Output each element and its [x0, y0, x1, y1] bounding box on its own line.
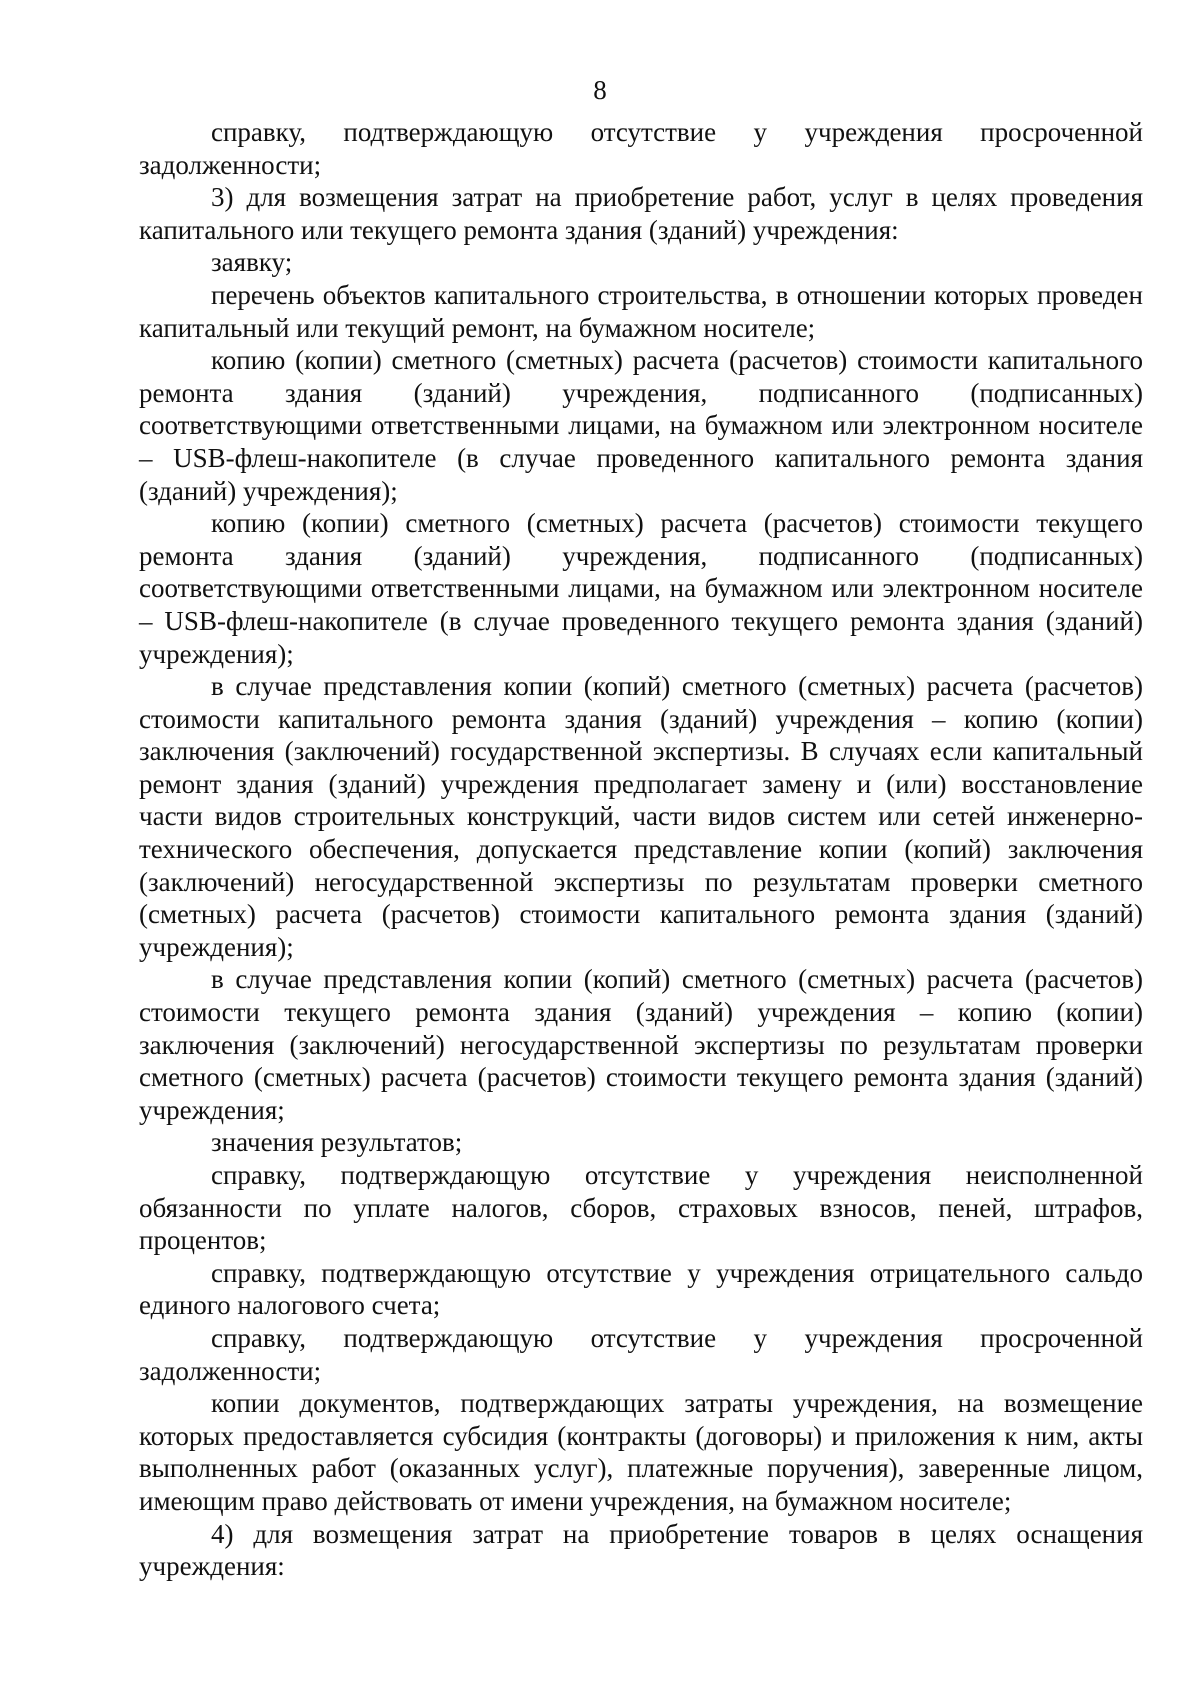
- paragraph: в случае представления копии (копий) сметного (сметных) расчета (расчетов) стоимости капитального ремонта здания (зданий) учреждения – копию (копии) заключения (заключений) государственной экспертизы. В случаях если капитальный ремонт здания (зданий) учреждения предполагает замену и (или) восстановление части видов строительных конструкций, части видов систем или сетей инженерно-технического обеспечения, допускается представление копии (копий) заключения (заключений) негосударственной экспертизы по результатам проверки сметного (сметных) расчета (расчетов) стоимости капитального ремонта здания (зданий) учреждения);: [139, 671, 1143, 962]
- paragraph: копию (копии) сметного (сметных) расчета (расчетов) стоимости капитального ремонта здания (зданий) учреждения, подписанного (подписанных) соответствующими ответственными лицами, на бумажном или электронном носителе – USB-флеш-накопителе (в случае проведенного капитального ремонта здания (зданий) учреждения);: [139, 345, 1143, 506]
- paragraph: заявку;: [211, 247, 293, 278]
- paragraph: значения результатов;: [211, 1127, 463, 1158]
- paragraph: перечень объектов капитального строительства, в отношении которых проведен капитальный или текущий ремонт, на бумажном носителе;: [139, 279, 1143, 343]
- document-body: [139, 116, 1143, 1583]
- paragraph: справку, подтверждающую отсутствие у учреждения просроченной задолженности;: [139, 117, 1143, 180]
- paragraph: копию (копии) сметного (сметных) расчета (расчетов) стоимости текущего ремонта здания (зданий) учреждения, подписанного (подписанных) соответствующими ответственными лицами, на бумажном или электронном носителе – USB-флеш-накопителе (в случае проведенного текущего ремонта здания (зданий) учреждения);: [139, 508, 1143, 669]
- paragraph: справку, подтверждающую отсутствие у учреждения неисполненной обязанности по уплате налогов, сборов, страховых взносов, пеней, штрафов, процентов;: [139, 1160, 1143, 1256]
- paragraph: в случае представления копии (копий) сметного (сметных) расчета (расчетов) стоимости текущего ремонта здания (зданий) учреждения – копию (копии) заключения (заключений) негосударственной экспертизы по результатам проверки сметного (сметных) расчета (расчетов) стоимости текущего ремонта здания (зданий) учреждения;: [139, 964, 1143, 1125]
- paragraph: копии документов, подтверждающих затраты учреждения, на возмещение которых предоставляется субсидия (контракты (договоры) и приложения к ним, акты выполненных работ (оказанных услуг), платежные поручения), заверенные лицом, имеющим право действовать от имени учреждения, на бумажном носителе;: [139, 1388, 1143, 1516]
- paragraph: 4) для возмещения затрат на приобретение товаров в целях оснащения учреждения:: [139, 1518, 1143, 1582]
- paragraph: справку, подтверждающую отсутствие у учреждения отрицательного сальдо единого налогового счета;: [139, 1257, 1143, 1321]
- paragraph: 3) для возмещения затрат на приобретение работ, услуг в целях проведения капитального или текущего ремонта здания (зданий) учреждения:: [139, 182, 1143, 245]
- paragraph: справку, подтверждающую отсутствие у учреждения просроченной задолженности;: [139, 1322, 1143, 1386]
- page-number: 8: [593, 75, 607, 105]
